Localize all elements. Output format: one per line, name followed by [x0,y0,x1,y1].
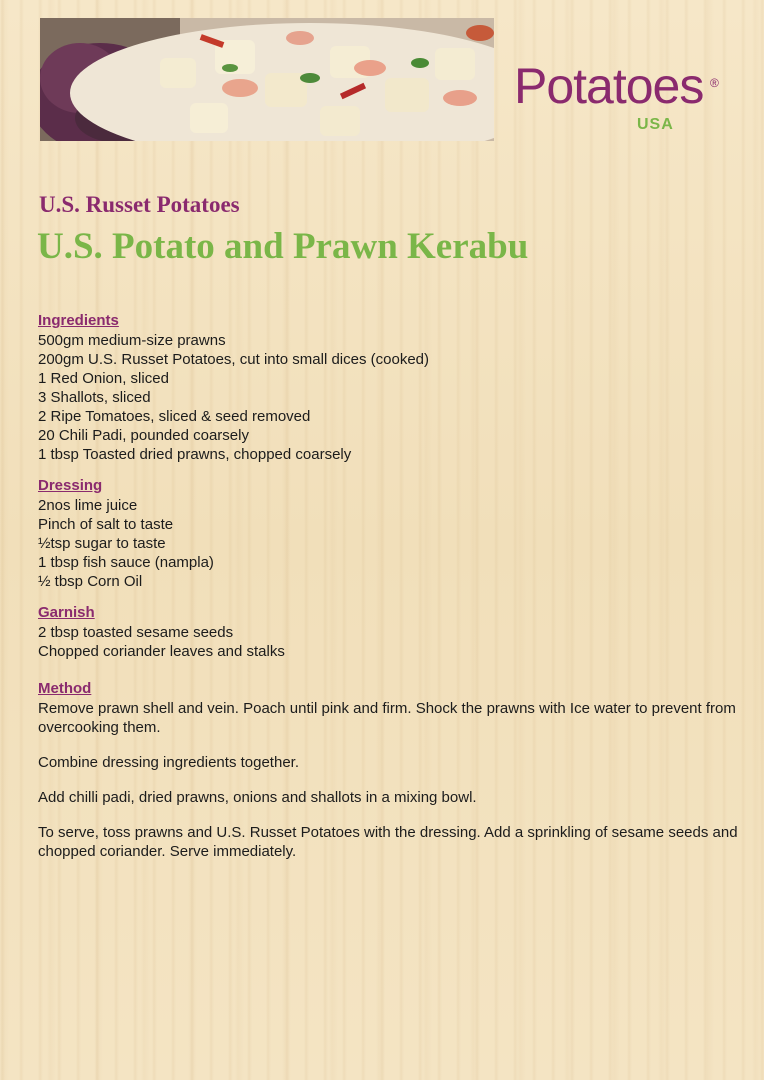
garnish-heading: Garnish [38,604,95,621]
recipe-subtitle: U.S. Russet Potatoes [39,192,240,217]
ingredient-item: 20 Chili Padi, pounded coarsely [38,427,249,444]
ingredients-section [38,311,738,464]
recipe-photo [40,18,494,141]
dressing-item: ½tsp sugar to taste [38,535,166,552]
potatoes-usa-logo [514,56,724,140]
method-heading: Method [38,680,92,697]
method-step: Combine dressing ingredients together. [38,754,299,771]
ingredient-item: 2 Ripe Tomatoes, sliced & seed removed [38,408,311,425]
method-step: Add chilli padi, dried prawns, onions and shallots in a mixing bowl. [38,789,477,806]
ingredient-item: 200gm U.S. Russet Potatoes, cut into small dices (cooked) [38,351,430,368]
logo-registered-mark: ® [710,76,719,90]
method-step: Remove prawn shell and vein. Poach until pink and firm. Shock the prawns with Ice water to prevent from overcooking them. [38,700,736,736]
ingredient-item: 500gm medium-size prawns [38,332,226,349]
logo-usa: USA [637,116,674,133]
garnish-item: Chopped coriander leaves and stalks [38,643,285,660]
method-section [38,679,738,861]
recipe-content [38,311,738,877]
ingredients-heading: Ingredients [38,312,119,329]
dressing-heading: Dressing [38,477,103,494]
dressing-item: 1 tbsp fish sauce (nampla) [38,554,214,571]
ingredient-item: 1 Red Onion, sliced [38,370,169,387]
dressing-item: Pinch of salt to taste [38,516,174,533]
ingredient-item: 1 tbsp Toasted dried prawns, chopped coarsely [38,446,352,463]
garnish-item: 2 tbsp toasted sesame seeds [38,624,234,641]
dressing-item: 2nos lime juice [38,497,138,514]
garnish-section [38,603,738,661]
logo-wordmark: Potatoes [514,58,704,114]
dressing-item: ½ tbsp Corn Oil [38,573,143,590]
dressing-section [38,476,738,591]
ingredient-item: 3 Shallots, sliced [38,389,151,406]
method-step: To serve, toss prawns and U.S. Russet Potatoes with the dressing. Add a sprinkling of sesame seeds and chopped coriander. Serve immediately. [38,824,738,860]
recipe-title: U.S. Potato and Prawn Kerabu [37,226,529,267]
